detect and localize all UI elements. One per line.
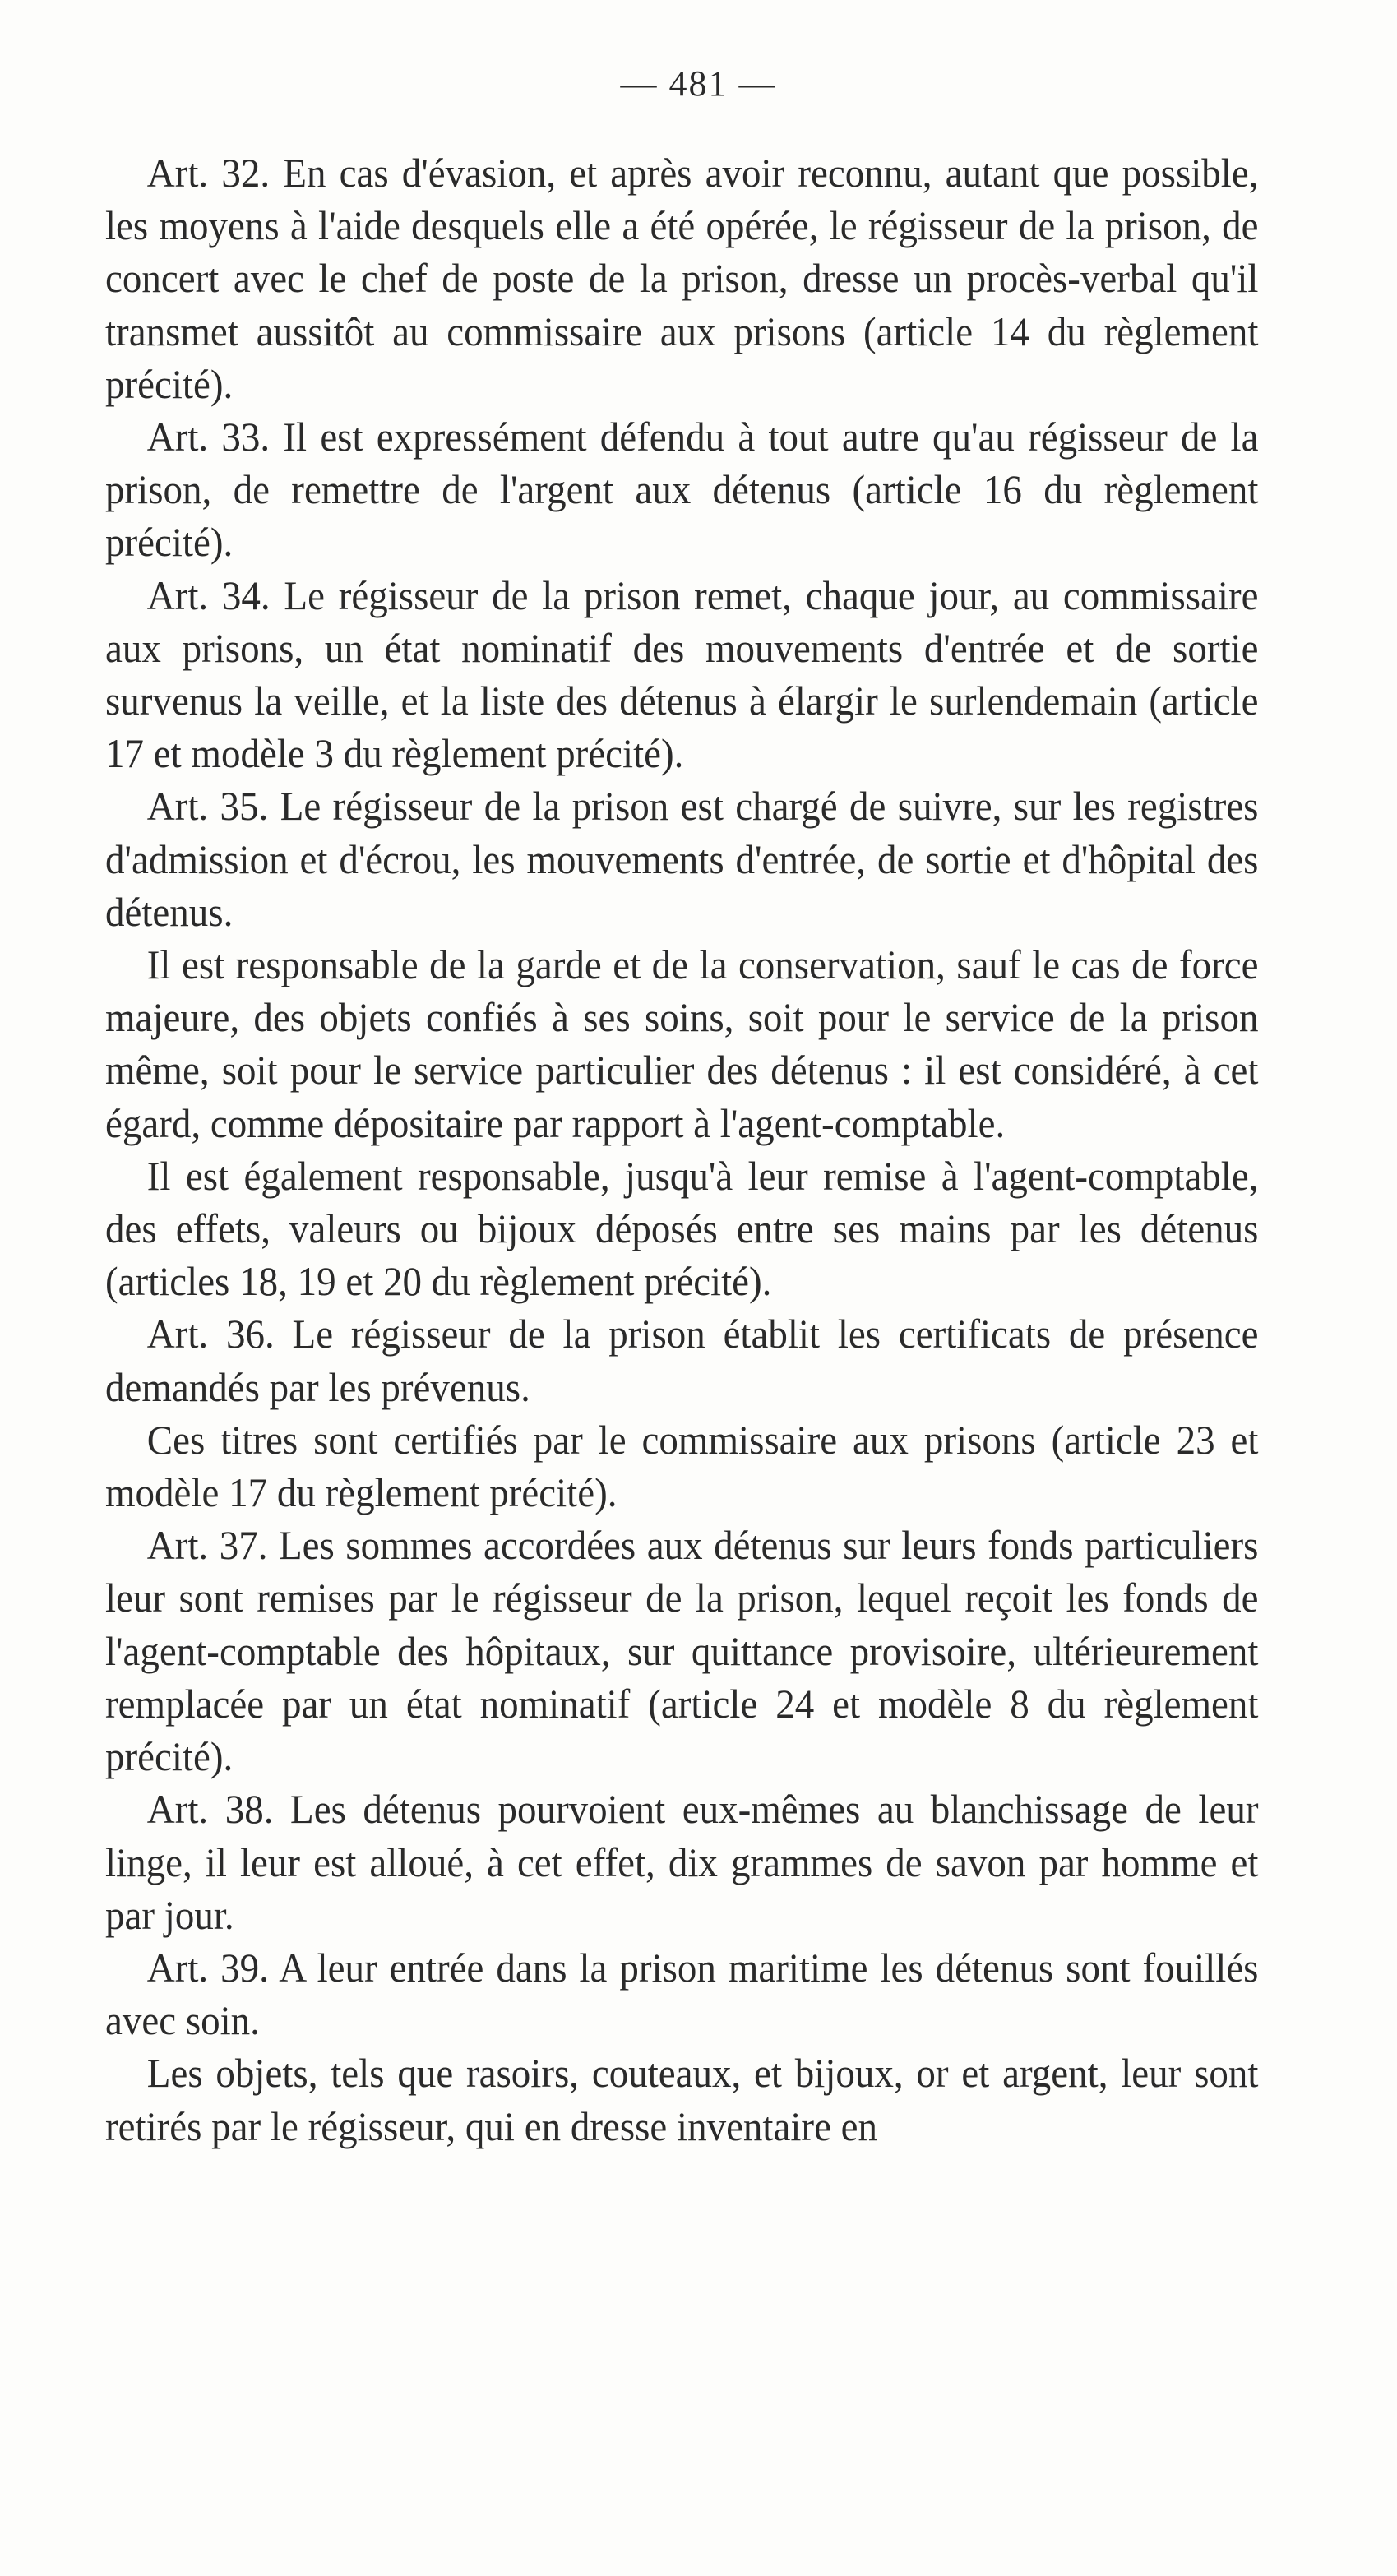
paragraph-art-37: Art. 37. Les sommes accordées aux détenus sur leurs fonds particuliers leur sont remises par le régisseur de la prison, lequel reçoit les fonds de l'agent-comptable des hôpitaux, sur quittance provisoire, ultérieurement remplacée par un état nominatif (article 24 et modèle 8 du règlement précité). [105,1522,1259,1780]
paragraph-art-32: Art. 32. En cas d'évasion, et après avoir reconnu, autant que possible, les moyens à l'aide desquels elle a été opérée, le régisseur de la prison, de concert avec le chef de poste de la prison, dresse un procès-verbal qu'il transmet aussitôt au commissaire aux prisons (article 14 du règlement précité). [105,150,1259,407]
paragraph-art-39: Art. 39. A leur entrée dans la prison maritime les détenus sont fouillés avec soin. [105,1944,1259,2044]
paragraph-art-36-titles: Ces titres sont certifiés par le commissaire aux prisons (article 23 et modèle 17 du règlement précité). [105,1416,1259,1516]
paragraph-art-35-valuables: Il est également responsable, jusqu'à leur remise à l'agent-comptable, des effets, valeurs ou bijoux déposés entre ses mains par les détenus (articles 18, 19 et 20 du règlement précité). [105,1152,1259,1305]
paragraph-art-35-responsibility: Il est responsable de la garde et de la conservation, sauf le cas de force majeure, des objets confiés à ses soins, soit pour le service de la prison même, soit pour le service particulier des détenus : il est considéré, à cet égard, comme dépositaire par rapport à l'agent-comptable. [105,941,1259,1146]
paragraph-art-33: Art. 33. Il est expressément défendu à tout autre qu'au régisseur de la prison, de remettre de l'argent aux détenus (article 16 du règlement précité). [105,414,1259,566]
paragraph-art-36: Art. 36. Le régisseur de la prison établit les certificats de présence demandés par les prévenus. [105,1311,1259,1410]
body-text [105,146,1258,2153]
paragraph-art-34: Art. 34. Le régisseur de la prison remet, chaque jour, au commissaire aux prisons, un état nominatif des mouvements d'entrée et de sortie survenus la veille, et la liste des détenus à élargir le surlendemain (article 17 et modèle 3 du règlement précité). [105,571,1259,777]
paragraph-art-35: Art. 35. Le régisseur de la prison est chargé de suivre, sur les registres d'admission et d'écrou, les mouvements d'entrée, de sortie et d'hôpital des détenus. [105,783,1259,935]
paragraph-art-38: Art. 38. Les détenus pourvoient eux-mêmes au blanchissage de leur linge, il leur est alloué, à cet effet, dix grammes de savon par homme et par jour. [105,1786,1259,1938]
paragraph-art-39-objects: Les objets, tels que rasoirs, couteaux, et bijoux, or et argent, leur sont retirés par le régisseur, qui en dresse inventaire en [105,2050,1259,2149]
page-number: — 481 — [620,63,777,104]
